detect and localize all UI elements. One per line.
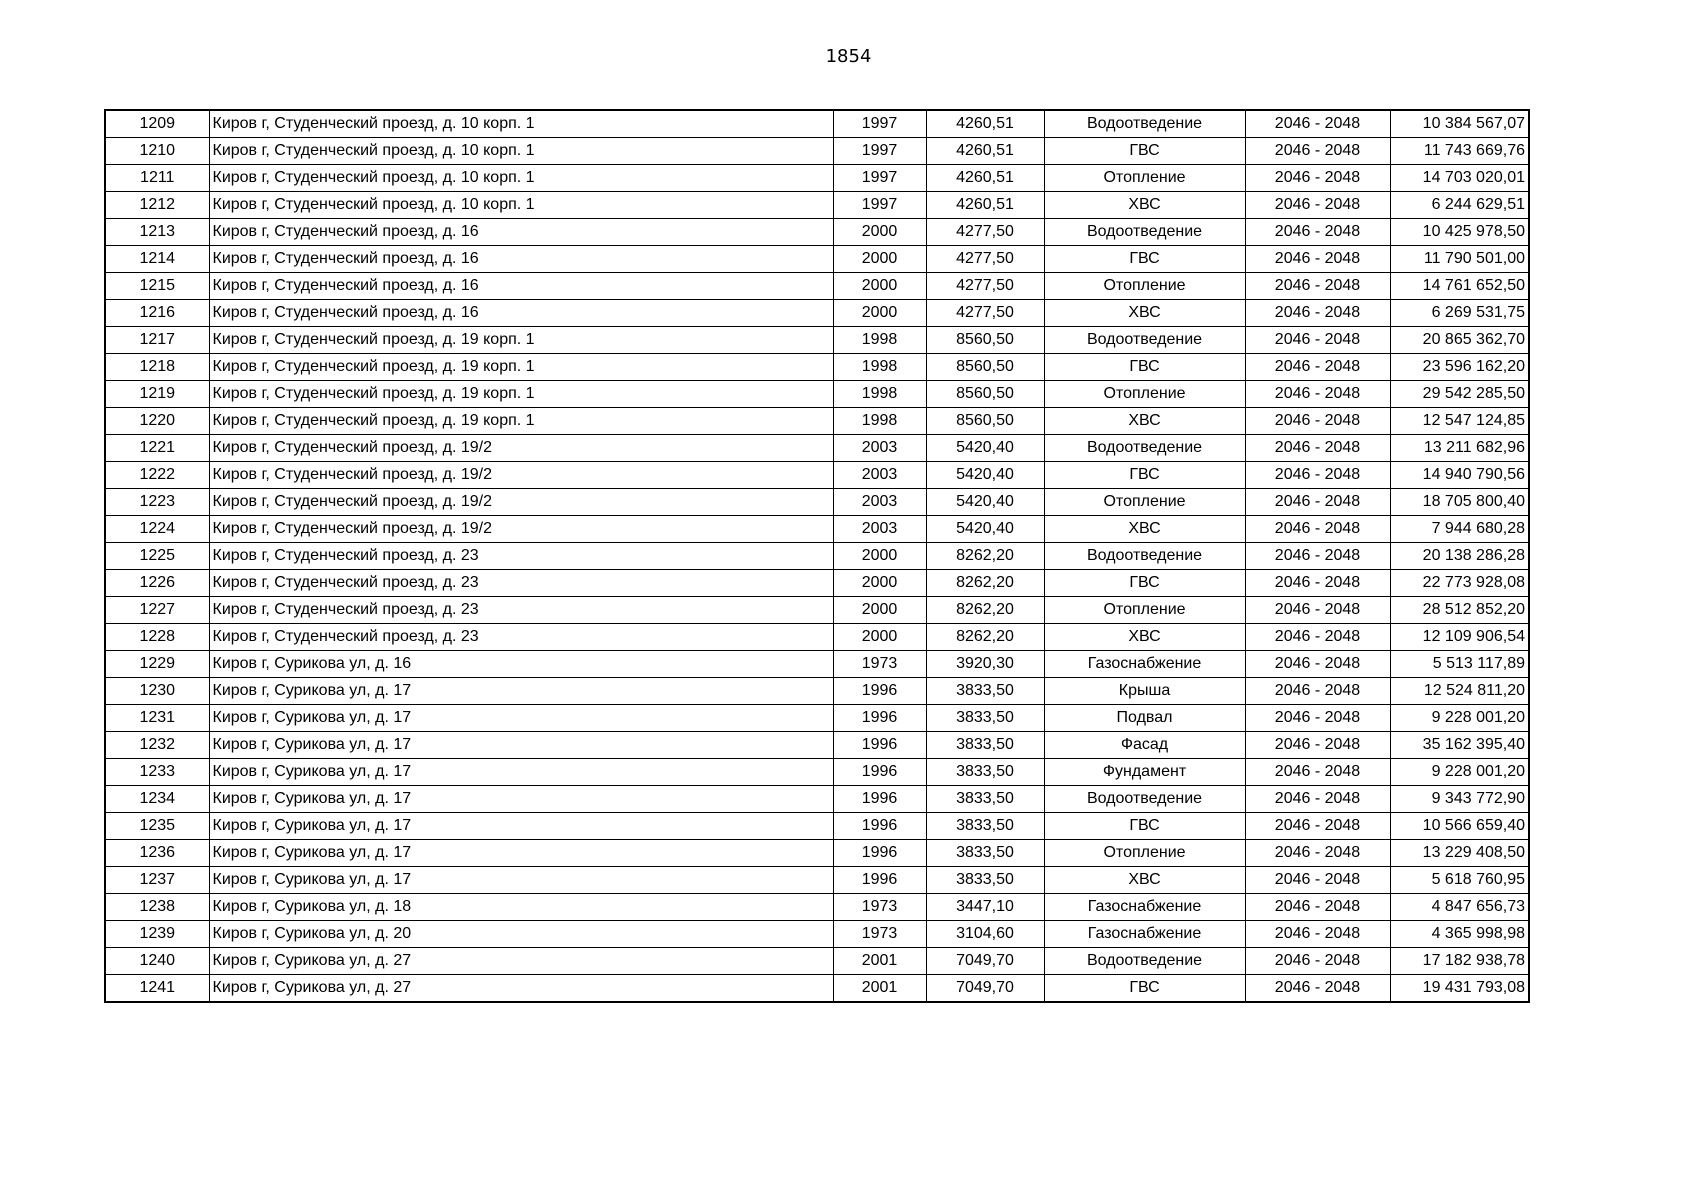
table-row: [105, 813, 1529, 840]
build-year-cell: 2003: [833, 435, 926, 462]
cost-cell: 7 944 680,28: [1390, 516, 1529, 543]
table-row: [105, 246, 1529, 273]
address-cell: Киров г, Сурикова ул, д. 17: [209, 786, 833, 813]
address-cell: Киров г, Студенческий проезд, д. 19/2: [209, 516, 833, 543]
build-year-cell: 1996: [833, 705, 926, 732]
area-cell: 5420,40: [926, 435, 1044, 462]
address-cell: Киров г, Сурикова ул, д. 18: [209, 894, 833, 921]
period-cell: 2046 - 2048: [1245, 894, 1390, 921]
cost-cell: 6 269 531,75: [1390, 300, 1529, 327]
build-year-cell: 2001: [833, 975, 926, 1003]
address-cell: Киров г, Студенческий проезд, д. 19/2: [209, 489, 833, 516]
period-cell: 2046 - 2048: [1245, 110, 1390, 138]
period-cell: 2046 - 2048: [1245, 678, 1390, 705]
period-cell: 2046 - 2048: [1245, 516, 1390, 543]
row-number-cell: 1228: [105, 624, 209, 651]
period-cell: 2046 - 2048: [1245, 408, 1390, 435]
area-cell: 3833,50: [926, 813, 1044, 840]
area-cell: 3833,50: [926, 759, 1044, 786]
registry-table: [104, 109, 1530, 1003]
build-year-cell: 1996: [833, 867, 926, 894]
period-cell: 2046 - 2048: [1245, 435, 1390, 462]
row-number-cell: 1220: [105, 408, 209, 435]
work-type-cell: Отопление: [1044, 597, 1245, 624]
table-row: [105, 651, 1529, 678]
build-year-cell: 1997: [833, 165, 926, 192]
area-cell: 5420,40: [926, 489, 1044, 516]
period-cell: 2046 - 2048: [1245, 759, 1390, 786]
period-cell: 2046 - 2048: [1245, 138, 1390, 165]
address-cell: Киров г, Сурикова ул, д. 17: [209, 732, 833, 759]
area-cell: 3833,50: [926, 867, 1044, 894]
address-cell: Киров г, Студенческий проезд, д. 19 корп. 1: [209, 327, 833, 354]
area-cell: 3833,50: [926, 732, 1044, 759]
area-cell: 4277,50: [926, 219, 1044, 246]
work-type-cell: Фасад: [1044, 732, 1245, 759]
area-cell: 3447,10: [926, 894, 1044, 921]
area-cell: 3833,50: [926, 786, 1044, 813]
cost-cell: 6 244 629,51: [1390, 192, 1529, 219]
row-number-cell: 1210: [105, 138, 209, 165]
row-number-cell: 1222: [105, 462, 209, 489]
address-cell: Киров г, Сурикова ул, д. 16: [209, 651, 833, 678]
table-row: [105, 381, 1529, 408]
address-cell: Киров г, Студенческий проезд, д. 16: [209, 246, 833, 273]
area-cell: 5420,40: [926, 462, 1044, 489]
build-year-cell: 2003: [833, 489, 926, 516]
build-year-cell: 1998: [833, 354, 926, 381]
table-row: [105, 840, 1529, 867]
address-cell: Киров г, Сурикова ул, д. 17: [209, 705, 833, 732]
area-cell: 4277,50: [926, 300, 1044, 327]
row-number-cell: 1211: [105, 165, 209, 192]
address-cell: Киров г, Студенческий проезд, д. 23: [209, 624, 833, 651]
address-cell: Киров г, Студенческий проезд, д. 10 корп. 1: [209, 165, 833, 192]
table-row: [105, 300, 1529, 327]
cost-cell: 11 743 669,76: [1390, 138, 1529, 165]
row-number-cell: 1214: [105, 246, 209, 273]
work-type-cell: ХВС: [1044, 624, 1245, 651]
row-number-cell: 1238: [105, 894, 209, 921]
area-cell: 8262,20: [926, 597, 1044, 624]
table-row: [105, 597, 1529, 624]
build-year-cell: 2003: [833, 516, 926, 543]
area-cell: 8560,50: [926, 327, 1044, 354]
address-cell: Киров г, Сурикова ул, д. 20: [209, 921, 833, 948]
table-row: [105, 408, 1529, 435]
address-cell: Киров г, Сурикова ул, д. 17: [209, 759, 833, 786]
address-cell: Киров г, Студенческий проезд, д. 10 корп. 1: [209, 110, 833, 138]
build-year-cell: 1997: [833, 192, 926, 219]
work-type-cell: Газоснабжение: [1044, 651, 1245, 678]
cost-cell: 14 940 790,56: [1390, 462, 1529, 489]
period-cell: 2046 - 2048: [1245, 813, 1390, 840]
build-year-cell: 2000: [833, 570, 926, 597]
row-number-cell: 1232: [105, 732, 209, 759]
work-type-cell: ХВС: [1044, 192, 1245, 219]
address-cell: Киров г, Сурикова ул, д. 17: [209, 678, 833, 705]
period-cell: 2046 - 2048: [1245, 786, 1390, 813]
work-type-cell: ГВС: [1044, 570, 1245, 597]
work-type-cell: ХВС: [1044, 408, 1245, 435]
address-cell: Киров г, Студенческий проезд, д. 19 корп. 1: [209, 408, 833, 435]
build-year-cell: 2000: [833, 219, 926, 246]
build-year-cell: 1996: [833, 813, 926, 840]
work-type-cell: Крыша: [1044, 678, 1245, 705]
period-cell: 2046 - 2048: [1245, 921, 1390, 948]
work-type-cell: Подвал: [1044, 705, 1245, 732]
table-row: [105, 192, 1529, 219]
work-type-cell: Газоснабжение: [1044, 894, 1245, 921]
row-number-cell: 1229: [105, 651, 209, 678]
build-year-cell: 1997: [833, 138, 926, 165]
cost-cell: 20 138 286,28: [1390, 543, 1529, 570]
area-cell: 8262,20: [926, 543, 1044, 570]
address-cell: Киров г, Студенческий проезд, д. 10 корп. 1: [209, 192, 833, 219]
area-cell: 7049,70: [926, 975, 1044, 1003]
work-type-cell: Отопление: [1044, 273, 1245, 300]
area-cell: 8560,50: [926, 381, 1044, 408]
area-cell: 4260,51: [926, 192, 1044, 219]
work-type-cell: ГВС: [1044, 975, 1245, 1003]
area-cell: 5420,40: [926, 516, 1044, 543]
cost-cell: 4 847 656,73: [1390, 894, 1529, 921]
build-year-cell: 2000: [833, 597, 926, 624]
work-type-cell: Отопление: [1044, 381, 1245, 408]
table-row: [105, 705, 1529, 732]
area-cell: 3104,60: [926, 921, 1044, 948]
address-cell: Киров г, Студенческий проезд, д. 19 корп. 1: [209, 381, 833, 408]
build-year-cell: 1973: [833, 651, 926, 678]
work-type-cell: Газоснабжение: [1044, 921, 1245, 948]
address-cell: Киров г, Студенческий проезд, д. 16: [209, 219, 833, 246]
row-number-cell: 1237: [105, 867, 209, 894]
work-type-cell: Отопление: [1044, 840, 1245, 867]
cost-cell: 12 524 811,20: [1390, 678, 1529, 705]
area-cell: 3833,50: [926, 705, 1044, 732]
table-row: [105, 165, 1529, 192]
row-number-cell: 1230: [105, 678, 209, 705]
table-row: [105, 678, 1529, 705]
cost-cell: 13 229 408,50: [1390, 840, 1529, 867]
area-cell: 4260,51: [926, 138, 1044, 165]
row-number-cell: 1212: [105, 192, 209, 219]
area-cell: 8262,20: [926, 624, 1044, 651]
build-year-cell: 2001: [833, 948, 926, 975]
period-cell: 2046 - 2048: [1245, 840, 1390, 867]
cost-cell: 29 542 285,50: [1390, 381, 1529, 408]
period-cell: 2046 - 2048: [1245, 219, 1390, 246]
work-type-cell: ХВС: [1044, 516, 1245, 543]
period-cell: 2046 - 2048: [1245, 651, 1390, 678]
work-type-cell: ГВС: [1044, 138, 1245, 165]
period-cell: 2046 - 2048: [1245, 543, 1390, 570]
build-year-cell: 1973: [833, 894, 926, 921]
cost-cell: 19 431 793,08: [1390, 975, 1529, 1003]
row-number-cell: 1231: [105, 705, 209, 732]
table-row: [105, 543, 1529, 570]
period-cell: 2046 - 2048: [1245, 192, 1390, 219]
row-number-cell: 1223: [105, 489, 209, 516]
table-row: [105, 759, 1529, 786]
work-type-cell: Водоотведение: [1044, 543, 1245, 570]
build-year-cell: 1996: [833, 759, 926, 786]
work-type-cell: Водоотведение: [1044, 327, 1245, 354]
period-cell: 2046 - 2048: [1245, 705, 1390, 732]
work-type-cell: ГВС: [1044, 246, 1245, 273]
area-cell: 4260,51: [926, 110, 1044, 138]
period-cell: 2046 - 2048: [1245, 948, 1390, 975]
cost-cell: 14 761 652,50: [1390, 273, 1529, 300]
table-row: [105, 516, 1529, 543]
build-year-cell: 1998: [833, 327, 926, 354]
period-cell: 2046 - 2048: [1245, 381, 1390, 408]
table-row: [105, 786, 1529, 813]
cost-cell: 12 547 124,85: [1390, 408, 1529, 435]
area-cell: 4277,50: [926, 273, 1044, 300]
address-cell: Киров г, Сурикова ул, д. 17: [209, 813, 833, 840]
area-cell: 4277,50: [926, 246, 1044, 273]
period-cell: 2046 - 2048: [1245, 327, 1390, 354]
cost-cell: 10 425 978,50: [1390, 219, 1529, 246]
work-type-cell: ХВС: [1044, 867, 1245, 894]
row-number-cell: 1219: [105, 381, 209, 408]
row-number-cell: 1241: [105, 975, 209, 1003]
period-cell: 2046 - 2048: [1245, 273, 1390, 300]
work-type-cell: Водоотведение: [1044, 435, 1245, 462]
period-cell: 2046 - 2048: [1245, 570, 1390, 597]
table-row: [105, 219, 1529, 246]
row-number-cell: 1227: [105, 597, 209, 624]
table-row: [105, 624, 1529, 651]
page-number: 1854: [825, 46, 872, 67]
row-number-cell: 1218: [105, 354, 209, 381]
table-row: [105, 327, 1529, 354]
table-row: [105, 354, 1529, 381]
cost-cell: 28 512 852,20: [1390, 597, 1529, 624]
address-cell: Киров г, Студенческий проезд, д. 23: [209, 570, 833, 597]
build-year-cell: 1997: [833, 110, 926, 138]
row-number-cell: 1233: [105, 759, 209, 786]
table-row: [105, 867, 1529, 894]
cost-cell: 13 211 682,96: [1390, 435, 1529, 462]
address-cell: Киров г, Сурикова ул, д. 17: [209, 840, 833, 867]
area-cell: 3920,30: [926, 651, 1044, 678]
work-type-cell: Водоотведение: [1044, 219, 1245, 246]
period-cell: 2046 - 2048: [1245, 300, 1390, 327]
build-year-cell: 2000: [833, 543, 926, 570]
table-row: [105, 570, 1529, 597]
address-cell: Киров г, Студенческий проезд, д. 19/2: [209, 462, 833, 489]
address-cell: Киров г, Сурикова ул, д. 27: [209, 975, 833, 1003]
period-cell: 2046 - 2048: [1245, 597, 1390, 624]
cost-cell: 14 703 020,01: [1390, 165, 1529, 192]
table-row: [105, 489, 1529, 516]
cost-cell: 9 228 001,20: [1390, 759, 1529, 786]
address-cell: Киров г, Студенческий проезд, д. 19/2: [209, 435, 833, 462]
cost-cell: 4 365 998,98: [1390, 921, 1529, 948]
cost-cell: 10 566 659,40: [1390, 813, 1529, 840]
cost-cell: 17 182 938,78: [1390, 948, 1529, 975]
area-cell: 7049,70: [926, 948, 1044, 975]
area-cell: 8560,50: [926, 354, 1044, 381]
period-cell: 2046 - 2048: [1245, 867, 1390, 894]
row-number-cell: 1240: [105, 948, 209, 975]
cost-cell: 9 228 001,20: [1390, 705, 1529, 732]
build-year-cell: 1996: [833, 732, 926, 759]
cost-cell: 22 773 928,08: [1390, 570, 1529, 597]
build-year-cell: 2003: [833, 462, 926, 489]
period-cell: 2046 - 2048: [1245, 462, 1390, 489]
row-number-cell: 1213: [105, 219, 209, 246]
period-cell: 2046 - 2048: [1245, 165, 1390, 192]
build-year-cell: 1996: [833, 786, 926, 813]
cost-cell: 11 790 501,00: [1390, 246, 1529, 273]
table-row: [105, 894, 1529, 921]
table-row: [105, 948, 1529, 975]
cost-cell: 5 513 117,89: [1390, 651, 1529, 678]
row-number-cell: 1236: [105, 840, 209, 867]
table-row: [105, 110, 1529, 138]
work-type-cell: ГВС: [1044, 462, 1245, 489]
area-cell: 3833,50: [926, 678, 1044, 705]
cost-cell: 18 705 800,40: [1390, 489, 1529, 516]
table-row: [105, 732, 1529, 759]
table-row: [105, 435, 1529, 462]
build-year-cell: 1996: [833, 678, 926, 705]
area-cell: 8560,50: [926, 408, 1044, 435]
work-type-cell: ХВС: [1044, 300, 1245, 327]
cost-cell: 10 384 567,07: [1390, 110, 1529, 138]
work-type-cell: ГВС: [1044, 813, 1245, 840]
period-cell: 2046 - 2048: [1245, 624, 1390, 651]
table-row: [105, 273, 1529, 300]
work-type-cell: Водоотведение: [1044, 110, 1245, 138]
row-number-cell: 1234: [105, 786, 209, 813]
period-cell: 2046 - 2048: [1245, 975, 1390, 1003]
row-number-cell: 1221: [105, 435, 209, 462]
address-cell: Киров г, Сурикова ул, д. 27: [209, 948, 833, 975]
address-cell: Киров г, Студенческий проезд, д. 23: [209, 597, 833, 624]
address-cell: Киров г, Студенческий проезд, д. 16: [209, 300, 833, 327]
address-cell: Киров г, Студенческий проезд, д. 10 корп. 1: [209, 138, 833, 165]
work-type-cell: Водоотведение: [1044, 786, 1245, 813]
table-body: [105, 110, 1529, 1002]
period-cell: 2046 - 2048: [1245, 732, 1390, 759]
cost-cell: 23 596 162,20: [1390, 354, 1529, 381]
work-type-cell: Водоотведение: [1044, 948, 1245, 975]
work-type-cell: ГВС: [1044, 354, 1245, 381]
period-cell: 2046 - 2048: [1245, 354, 1390, 381]
work-type-cell: Фундамент: [1044, 759, 1245, 786]
table-row: [105, 462, 1529, 489]
row-number-cell: 1216: [105, 300, 209, 327]
row-number-cell: 1235: [105, 813, 209, 840]
row-number-cell: 1215: [105, 273, 209, 300]
row-number-cell: 1226: [105, 570, 209, 597]
cost-cell: 5 618 760,95: [1390, 867, 1529, 894]
row-number-cell: 1239: [105, 921, 209, 948]
cost-cell: 20 865 362,70: [1390, 327, 1529, 354]
area-cell: 4260,51: [926, 165, 1044, 192]
address-cell: Киров г, Сурикова ул, д. 17: [209, 867, 833, 894]
row-number-cell: 1217: [105, 327, 209, 354]
area-cell: 3833,50: [926, 840, 1044, 867]
cost-cell: 9 343 772,90: [1390, 786, 1529, 813]
table-row: [105, 975, 1529, 1003]
row-number-cell: 1224: [105, 516, 209, 543]
period-cell: 2046 - 2048: [1245, 489, 1390, 516]
table-row: [105, 921, 1529, 948]
cost-cell: 12 109 906,54: [1390, 624, 1529, 651]
period-cell: 2046 - 2048: [1245, 246, 1390, 273]
build-year-cell: 1996: [833, 840, 926, 867]
build-year-cell: 2000: [833, 273, 926, 300]
area-cell: 8262,20: [926, 570, 1044, 597]
build-year-cell: 1998: [833, 381, 926, 408]
build-year-cell: 1998: [833, 408, 926, 435]
work-type-cell: Отопление: [1044, 165, 1245, 192]
address-cell: Киров г, Студенческий проезд, д. 16: [209, 273, 833, 300]
build-year-cell: 2000: [833, 624, 926, 651]
row-number-cell: 1209: [105, 110, 209, 138]
build-year-cell: 1973: [833, 921, 926, 948]
address-cell: Киров г, Студенческий проезд, д. 19 корп. 1: [209, 354, 833, 381]
row-number-cell: 1225: [105, 543, 209, 570]
build-year-cell: 2000: [833, 300, 926, 327]
work-type-cell: Отопление: [1044, 489, 1245, 516]
table-row: [105, 138, 1529, 165]
cost-cell: 35 162 395,40: [1390, 732, 1529, 759]
address-cell: Киров г, Студенческий проезд, д. 23: [209, 543, 833, 570]
build-year-cell: 2000: [833, 246, 926, 273]
